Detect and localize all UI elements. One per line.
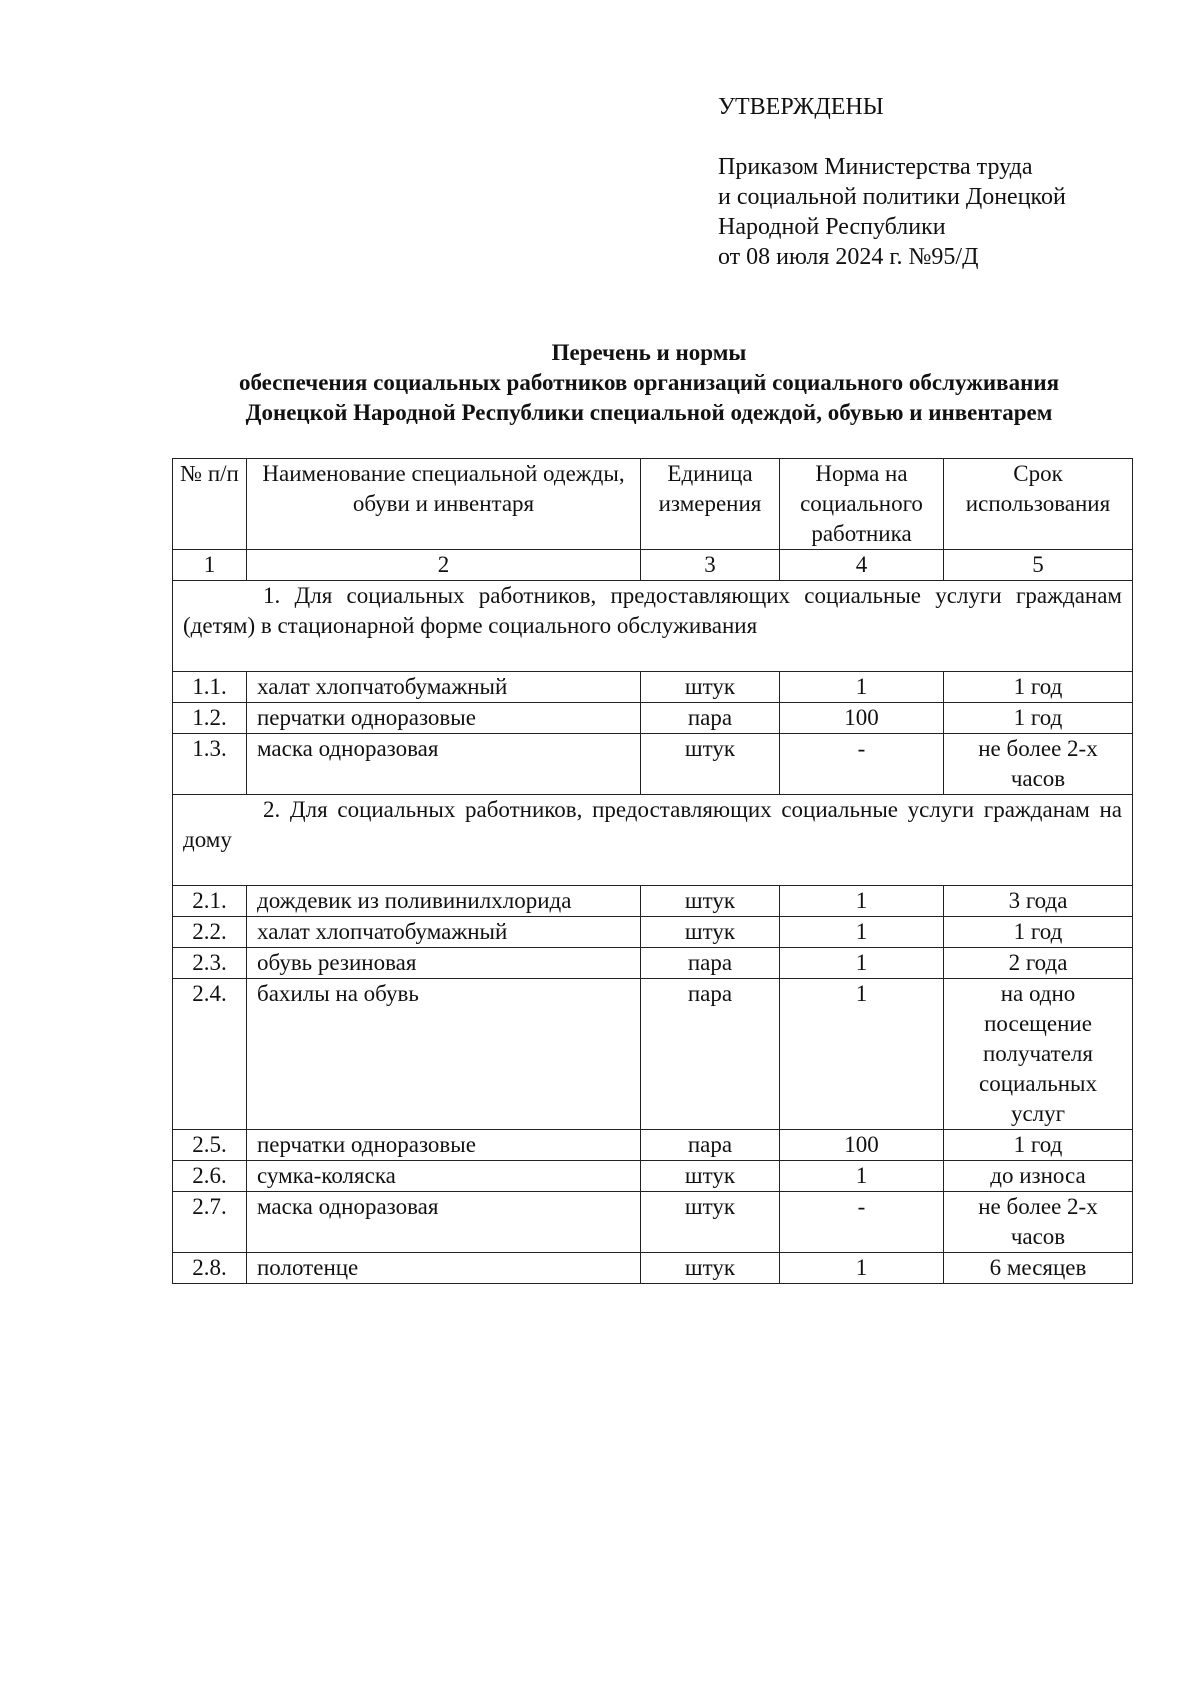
cell-unit: штук <box>641 917 780 948</box>
cell-num: 2.7. <box>173 1192 247 1253</box>
title-line: Донецкой Народной Республики специальной одеждой, обувью и инвентарем <box>245 400 1053 425</box>
cell-term: не более 2-х часов <box>944 734 1133 795</box>
cell-unit: штук <box>641 734 780 795</box>
cell-unit: пара <box>641 1130 780 1161</box>
cell-name: маска одноразовая <box>247 1192 641 1253</box>
header-term: Срок использования <box>944 459 1133 550</box>
table-header-row <box>173 459 1133 550</box>
cell-term: не более 2-х часов <box>944 1192 1133 1253</box>
cell-name: обувь резиновая <box>247 948 641 979</box>
cell-name: сумка-коляска <box>247 1161 641 1192</box>
cell-norm: 1 <box>780 1253 944 1284</box>
cell-norm: - <box>780 734 944 795</box>
cell-unit: пара <box>641 979 780 1130</box>
cell-term: 1 год <box>944 703 1133 734</box>
cell-num: 1.3. <box>173 734 247 795</box>
cell-term: 1 год <box>944 917 1133 948</box>
table-row <box>173 1192 1133 1253</box>
table-row <box>173 886 1133 917</box>
cell-name: маска одноразовая <box>247 734 641 795</box>
cell-num: 2.6. <box>173 1161 247 1192</box>
table-row <box>173 672 1133 703</box>
cell-norm: 100 <box>780 703 944 734</box>
header-norm: Норма на социального работника <box>780 459 944 550</box>
document-title <box>170 338 1128 428</box>
cell-term: 6 месяцев <box>944 1253 1133 1284</box>
cell-norm: 1 <box>780 1161 944 1192</box>
header-num: № п/п <box>173 459 247 550</box>
column-index: 1 <box>173 550 247 581</box>
cell-num: 1.2. <box>173 703 247 734</box>
cell-norm: 1 <box>780 672 944 703</box>
column-index: 5 <box>944 550 1133 581</box>
cell-name: перчатки одноразовые <box>247 703 641 734</box>
cell-name: халат хлопчатобумажный <box>247 672 641 703</box>
cell-name: дождевик из поливинилхлорида <box>247 886 641 917</box>
column-index-row <box>173 550 1133 581</box>
cell-num: 2.2. <box>173 917 247 948</box>
approval-line: Приказом Министерства труда <box>718 154 1033 180</box>
table-row <box>173 1161 1133 1192</box>
cell-unit: штук <box>641 1253 780 1284</box>
approval-word: УТВЕРЖДЕНЫ <box>718 94 884 120</box>
table-row <box>173 734 1133 795</box>
column-index: 4 <box>780 550 944 581</box>
cell-term: до износа <box>944 1161 1133 1192</box>
title-line: Перечень и нормы <box>551 340 747 365</box>
column-index: 2 <box>247 550 641 581</box>
cell-unit: штук <box>641 1192 780 1253</box>
cell-num: 2.3. <box>173 948 247 979</box>
table-row <box>173 1130 1133 1161</box>
approval-block <box>718 92 1158 272</box>
cell-term: 2 года <box>944 948 1133 979</box>
cell-norm: 1 <box>780 948 944 979</box>
cell-num: 2.5. <box>173 1130 247 1161</box>
cell-name: бахилы на обувь <box>247 979 641 1130</box>
cell-norm: - <box>780 1192 944 1253</box>
cell-name: халат хлопчатобумажный <box>247 917 641 948</box>
cell-num: 2.8. <box>173 1253 247 1284</box>
cell-norm: 1 <box>780 979 944 1130</box>
column-index: 3 <box>641 550 780 581</box>
section-title: 2. Для социальных работников, предоставляющих социальные услуги гражданам на дому <box>173 795 1133 886</box>
cell-term: 1 год <box>944 1130 1133 1161</box>
cell-num: 1.1. <box>173 672 247 703</box>
section-row <box>173 795 1133 886</box>
cell-unit: штук <box>641 672 780 703</box>
cell-num: 2.1. <box>173 886 247 917</box>
cell-norm: 1 <box>780 886 944 917</box>
table-row <box>173 1253 1133 1284</box>
cell-unit: пара <box>641 703 780 734</box>
title-line: обеспечения социальных работников организаций социального обслуживания <box>238 370 1060 395</box>
table-row <box>173 703 1133 734</box>
header-unit: Единица измерения <box>641 459 780 550</box>
cell-unit: пара <box>641 948 780 979</box>
table-row <box>173 948 1133 979</box>
cell-norm: 100 <box>780 1130 944 1161</box>
cell-term: 3 года <box>944 886 1133 917</box>
approval-line: от 08 июля 2024 г. №95/Д <box>718 244 979 270</box>
cell-name: полотенце <box>247 1253 641 1284</box>
cell-num: 2.4. <box>173 979 247 1130</box>
table-row <box>173 917 1133 948</box>
section-row <box>173 581 1133 672</box>
cell-term: 1 год <box>944 672 1133 703</box>
table-row <box>173 979 1133 1130</box>
approval-line: Народной Республики <box>718 214 946 240</box>
cell-name: перчатки одноразовые <box>247 1130 641 1161</box>
cell-unit: штук <box>641 886 780 917</box>
norms-table <box>172 458 1133 1284</box>
header-name: Наименование специальной одежды, обуви и инвентаря <box>247 459 641 550</box>
section-title: 1. Для социальных работников, предоставляющих социальные услуги гражданам (детям) в стационарной форме социального обслуживания <box>173 581 1133 672</box>
cell-norm: 1 <box>780 917 944 948</box>
approval-line: и социальной политики Донецкой <box>718 184 1066 210</box>
cell-term: на одно посещение получателя социальных услуг <box>944 979 1133 1130</box>
cell-unit: штук <box>641 1161 780 1192</box>
